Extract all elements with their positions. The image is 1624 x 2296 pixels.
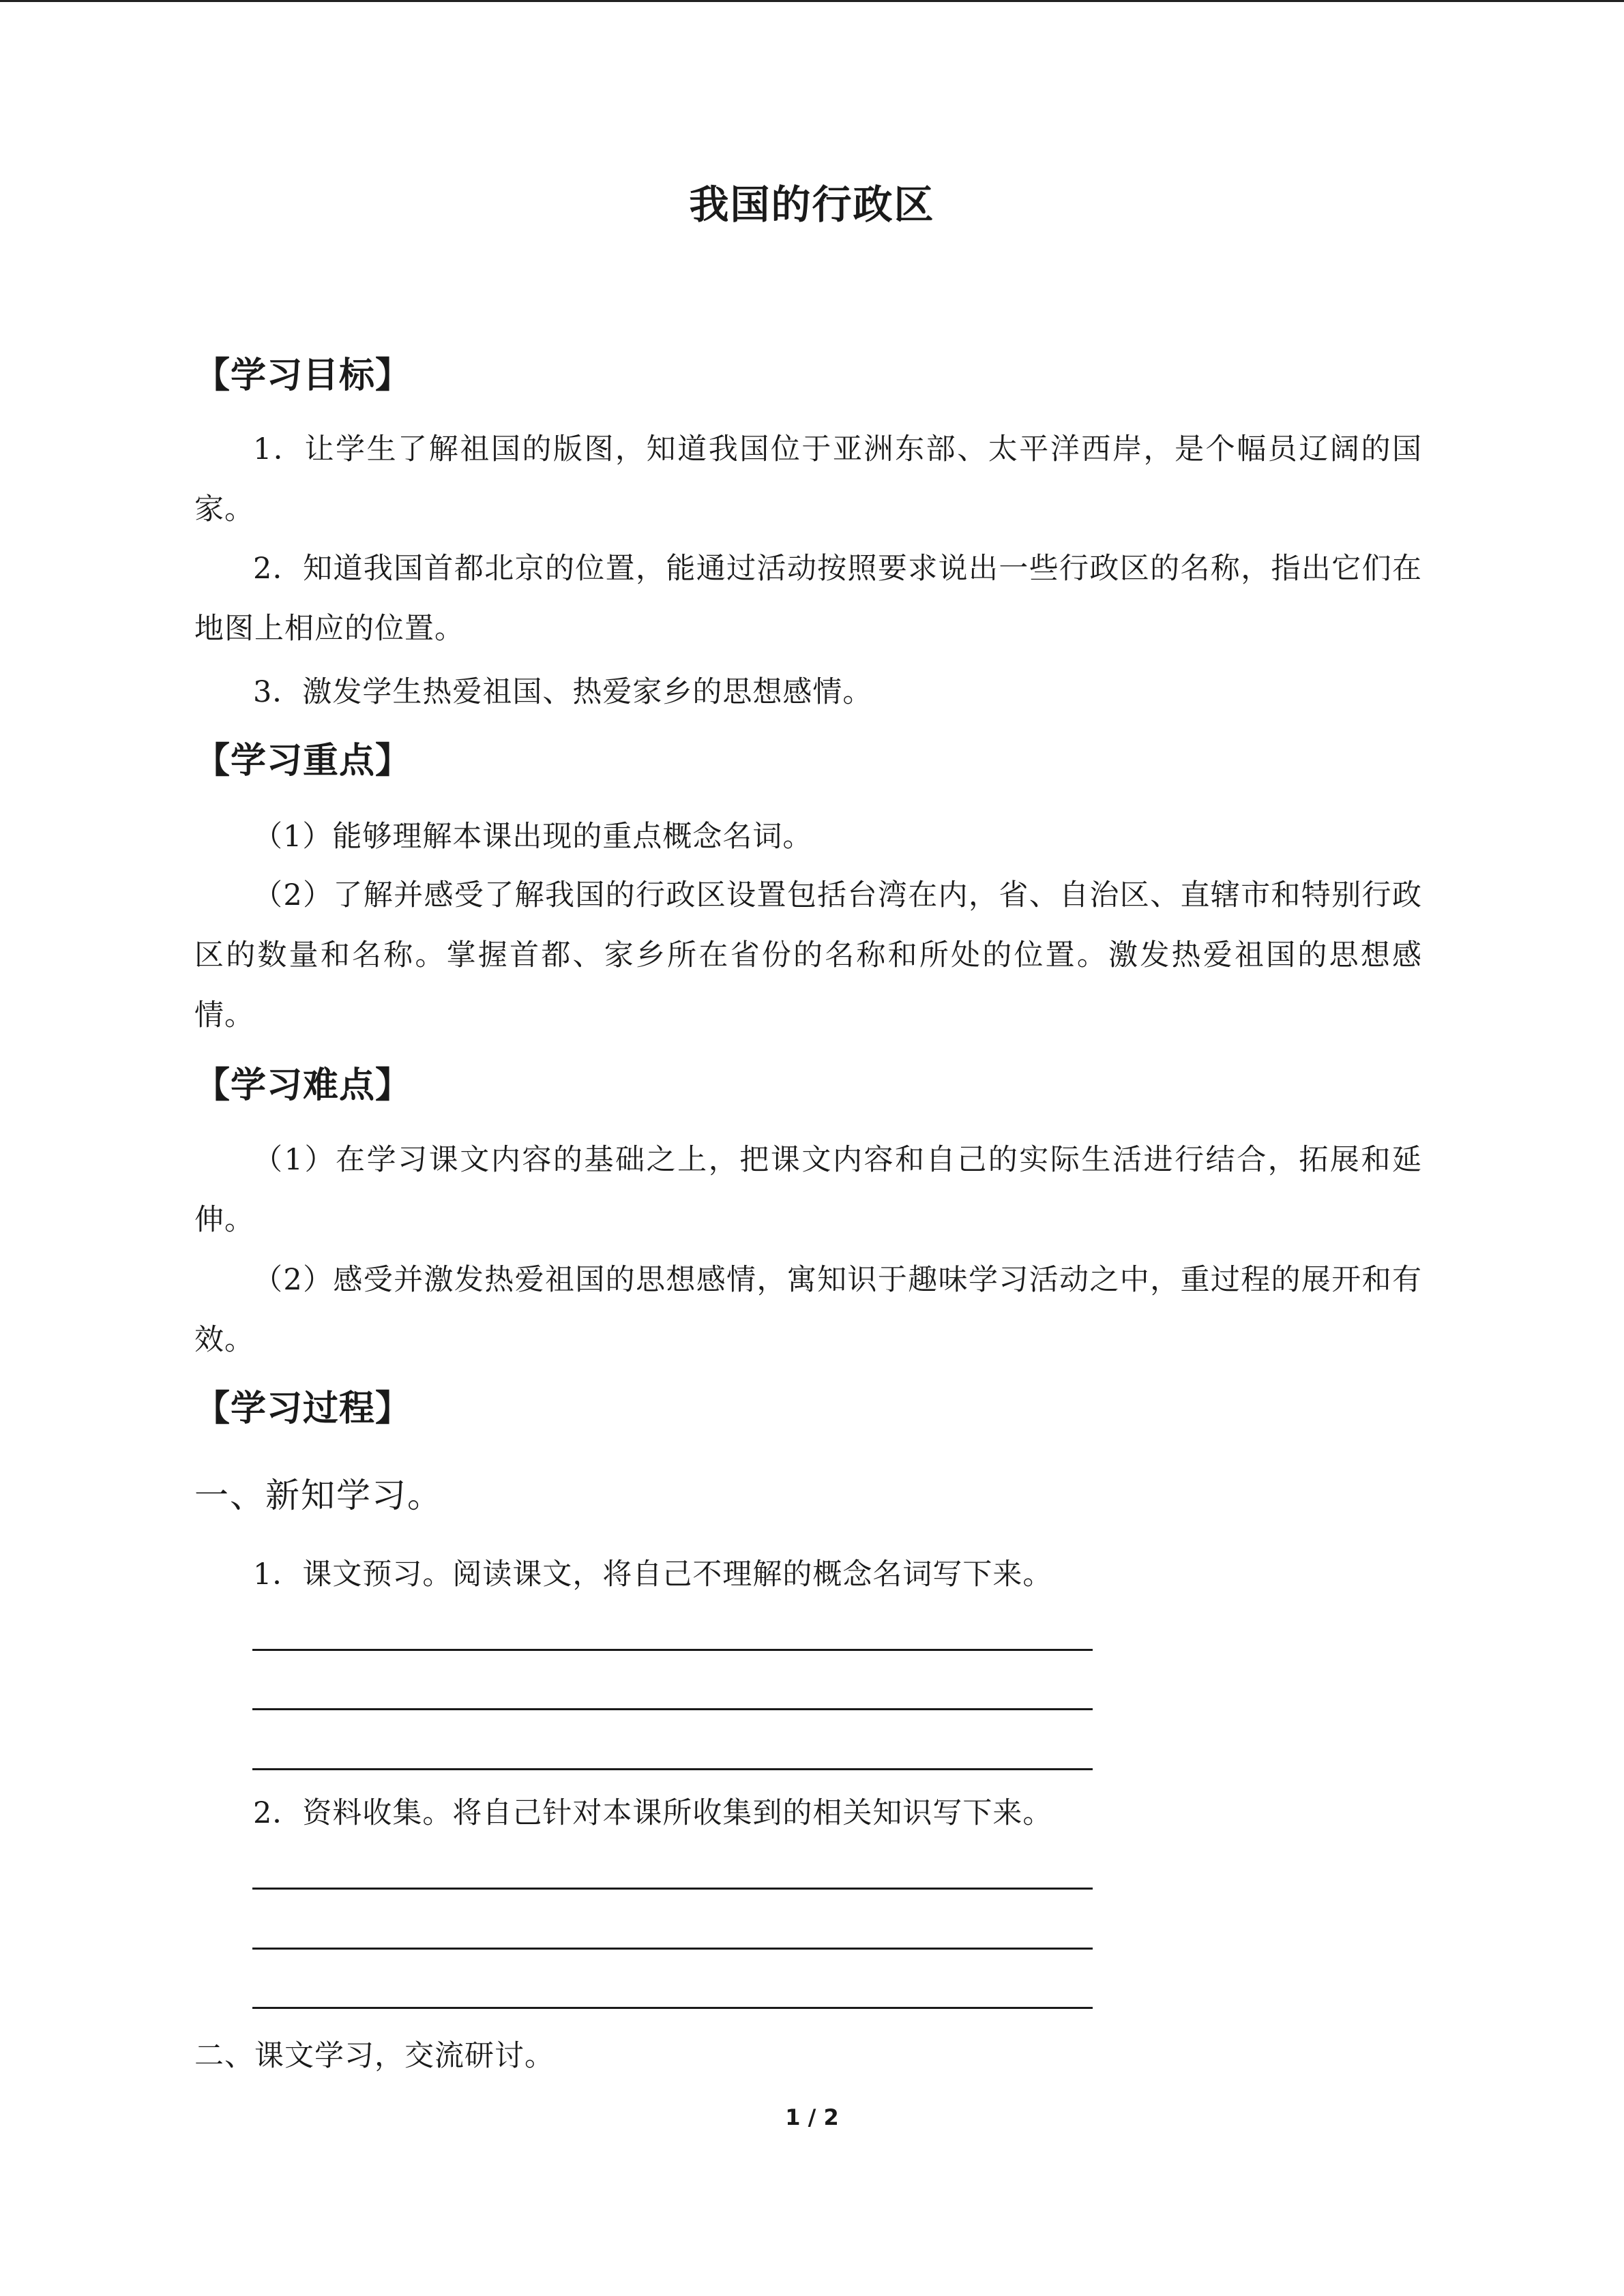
part1-title: 一、新知学习。 bbox=[194, 1476, 443, 1515]
task1-text: 1．课文预习。阅读课文，将自己不理解的概念名词写下来。 bbox=[253, 1557, 1053, 1592]
answer-line[interactable] bbox=[252, 2007, 1093, 2009]
answer-line[interactable] bbox=[252, 1649, 1093, 1651]
answer-line[interactable] bbox=[252, 1888, 1093, 1890]
goal-item-1: 1．让学生了解祖国的版图，知道我国位于亚洲东部、太平洋西岸，是个幅员辽阔的国家。 bbox=[194, 432, 1422, 526]
goal-item-3: 3．激发学生热爱祖国、热爱家乡的思想感情。 bbox=[253, 675, 873, 709]
goal-item-2: 2．知道我国首都北京的位置，能通过活动按照要求说出一些行政区的名称，指出它们在地图上相应的位置。 bbox=[194, 552, 1422, 646]
process-heading: 【学习过程】 bbox=[194, 1388, 412, 1429]
difficulty-item-2: （2）感受并激发热爱祖国的思想感情，寓知识于趣味学习活动之中，重过程的展开和有效。 bbox=[194, 1263, 1422, 1357]
page-number: 1 / 2 bbox=[785, 2104, 839, 2130]
answer-line[interactable] bbox=[252, 1708, 1093, 1710]
part2-title: 二、课文学习，交流研讨。 bbox=[194, 2039, 555, 2073]
answer-line[interactable] bbox=[252, 1948, 1093, 1950]
difficulty-item-1: （1）在学习课文内容的基础之上，把课文内容和自己的实际生活进行结合，拓展和延伸。 bbox=[194, 1143, 1422, 1237]
page-title: 我国的行政区 bbox=[689, 181, 935, 228]
key-point-item-1: （1）能够理解本课出现的重点概念名词。 bbox=[253, 820, 813, 854]
key-points-heading: 【学习重点】 bbox=[194, 741, 412, 781]
task2-text: 2．资料收集。将自己针对本课所收集到的相关知识写下来。 bbox=[253, 1796, 1053, 1830]
answer-line[interactable] bbox=[252, 1768, 1093, 1770]
goals-heading: 【学习目标】 bbox=[194, 355, 412, 396]
difficulties-heading: 【学习难点】 bbox=[194, 1065, 412, 1106]
key-point-item-2: （2）了解并感受了解我国的行政区设置包括台湾在内，省、自治区、直辖市和特别行政区的数量和名称。掌握首都、家乡所在省份的名称和所处的位置。激发热爱祖国的思想感情。 bbox=[194, 878, 1422, 1032]
